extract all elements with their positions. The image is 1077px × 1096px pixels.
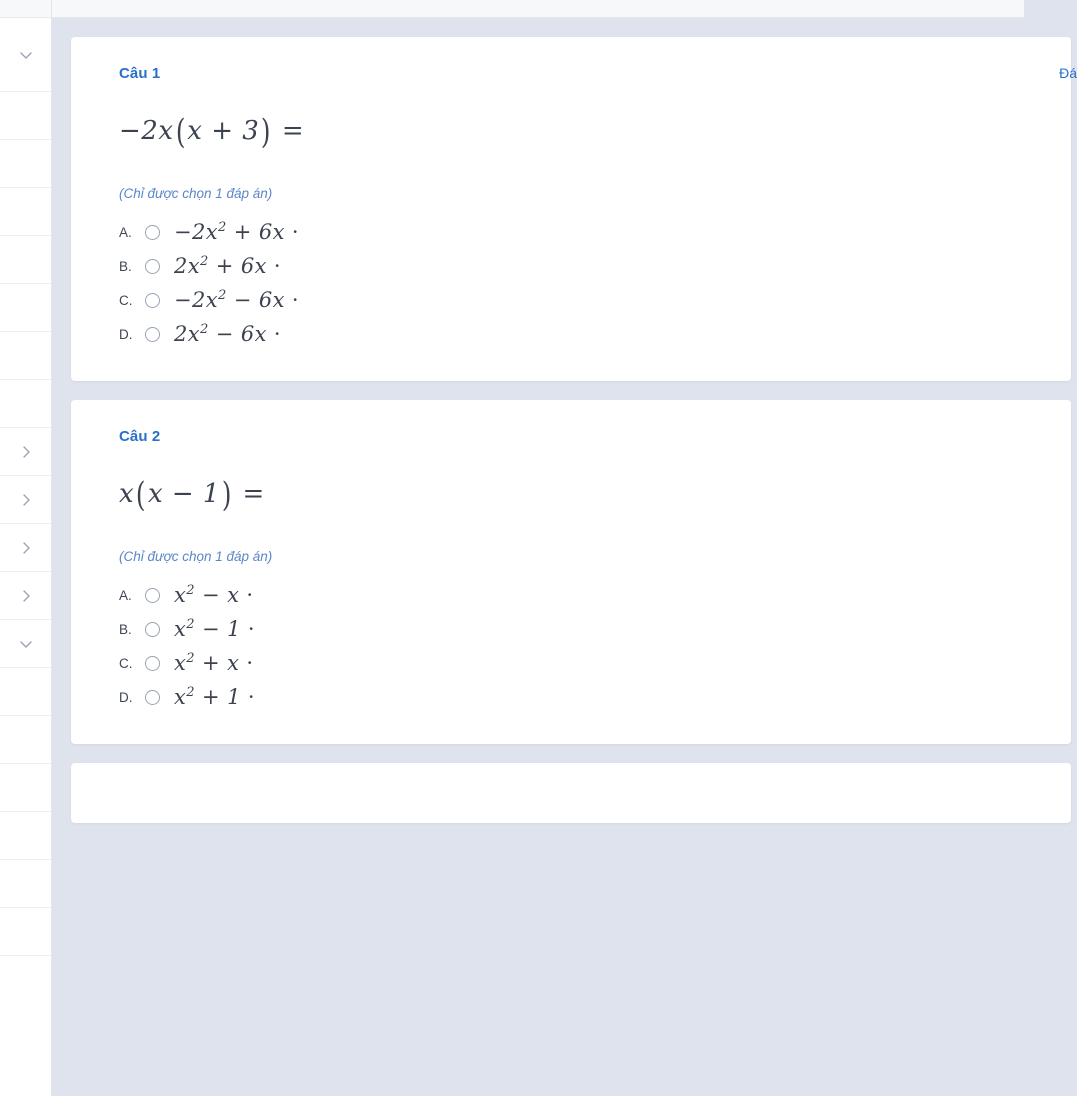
question-card-1	[71, 37, 1077, 381]
stem-equals-2: =	[242, 479, 265, 509]
question-header-2	[71, 428, 1071, 445]
sidebar-spacer-c	[0, 188, 51, 236]
radio-button-icon[interactable]	[145, 690, 160, 705]
option-text: $-2x^2 + 6x$ ·	[174, 220, 299, 244]
option-letter: C.	[119, 655, 133, 671]
stem-open-paren-2: (	[136, 475, 147, 515]
sidebar-rail	[0, 0, 52, 1096]
sidebar-spacer-m	[0, 908, 51, 956]
option-letter: B.	[119, 621, 132, 637]
question-card-3-partial	[71, 763, 1071, 823]
options-list-2	[71, 564, 1071, 714]
sidebar-spacer-k	[0, 812, 51, 860]
option-row-1b[interactable]	[119, 249, 1071, 283]
sidebar-spacer-j	[0, 764, 51, 812]
question-stem-2	[71, 445, 1071, 515]
radio-button-icon[interactable]	[145, 259, 160, 274]
show-answer-link-1[interactable]: Đá	[1059, 65, 1077, 81]
option-row-2b[interactable]	[119, 612, 1071, 646]
option-text: $x^2 - 1$ ·	[174, 617, 255, 641]
option-text: $-2x^2 - 6x$ ·	[174, 288, 299, 312]
sidebar-item-row-1[interactable]	[0, 18, 51, 92]
question-header-1	[71, 65, 1071, 82]
radio-button-icon[interactable]	[145, 327, 160, 342]
stem-lead-1: −2x	[119, 116, 174, 146]
sidebar-spacer-a	[0, 92, 51, 140]
stem-open-paren-1: (	[175, 112, 186, 152]
chevron-right-icon[interactable]	[18, 588, 34, 604]
option-letter: C.	[119, 292, 133, 308]
stem-inner-2: x − 1	[147, 479, 220, 509]
chevron-right-icon[interactable]	[18, 444, 34, 460]
option-letter: D.	[119, 326, 133, 342]
content-top-strip	[52, 0, 1024, 18]
option-row-1d[interactable]	[119, 317, 1071, 351]
sidebar-spacer-g	[0, 380, 51, 428]
sidebar-item-row-5[interactable]	[0, 572, 51, 620]
option-row-1a[interactable]	[119, 215, 1071, 249]
option-text: $2x^2 - 6x$ ·	[174, 322, 281, 346]
sidebar-spacer-b	[0, 140, 51, 188]
sidebar-item-row-6[interactable]	[0, 620, 51, 668]
sidebar-spacer-i	[0, 716, 51, 764]
radio-button-icon[interactable]	[145, 622, 160, 637]
chevron-right-icon[interactable]	[18, 540, 34, 556]
question-hint-1: (Chỉ được chọn 1 đáp án)	[119, 186, 273, 201]
question-title-1: Câu 1	[119, 65, 161, 82]
chevron-down-icon[interactable]	[18, 47, 34, 63]
sidebar-item-row-4[interactable]	[0, 524, 51, 572]
radio-button-icon[interactable]	[145, 225, 160, 240]
sidebar-spacer-e	[0, 284, 51, 332]
chevron-down-icon[interactable]	[18, 636, 34, 652]
stem-close-paren-1: )	[261, 112, 272, 152]
option-text: $2x^2 + 6x$ ·	[174, 254, 281, 278]
radio-button-icon[interactable]	[145, 293, 160, 308]
question-hint-2: (Chỉ được chọn 1 đáp án)	[119, 549, 273, 564]
option-letter: B.	[119, 258, 132, 274]
option-text: $x^2 + 1$ ·	[174, 685, 255, 709]
stem-equals-1: =	[281, 116, 305, 146]
question-stem-1	[71, 82, 1071, 152]
option-letter: A.	[119, 224, 132, 240]
sidebar-spacer-d	[0, 236, 51, 284]
option-row-2c[interactable]	[119, 646, 1071, 680]
option-text: $x^2 + x$ ·	[174, 651, 253, 675]
sidebar-spacer-f	[0, 332, 51, 380]
sidebar-item-row-2[interactable]	[0, 428, 51, 476]
radio-button-icon[interactable]	[145, 588, 160, 603]
option-row-1c[interactable]	[119, 283, 1071, 317]
sidebar-spacer-h	[0, 668, 51, 716]
radio-button-icon[interactable]	[145, 656, 160, 671]
stem-lead-2: x	[119, 479, 135, 509]
question-title-2: Câu 2	[119, 428, 161, 445]
question-list	[52, 0, 1077, 1096]
stem-close-paren-2: )	[221, 475, 232, 515]
question-card-2	[71, 400, 1071, 744]
rail-top-strip	[0, 0, 51, 18]
sidebar-spacer-l	[0, 860, 51, 908]
chevron-right-icon[interactable]	[18, 492, 34, 508]
options-list-1	[71, 201, 1071, 351]
stem-inner-1: x + 3	[187, 116, 260, 146]
option-letter: D.	[119, 689, 133, 705]
option-row-2d[interactable]	[119, 680, 1071, 714]
option-row-2a[interactable]	[119, 578, 1071, 612]
option-letter: A.	[119, 587, 132, 603]
option-text: $x^2 - x$ ·	[174, 583, 253, 607]
sidebar-item-row-3[interactable]	[0, 476, 51, 524]
